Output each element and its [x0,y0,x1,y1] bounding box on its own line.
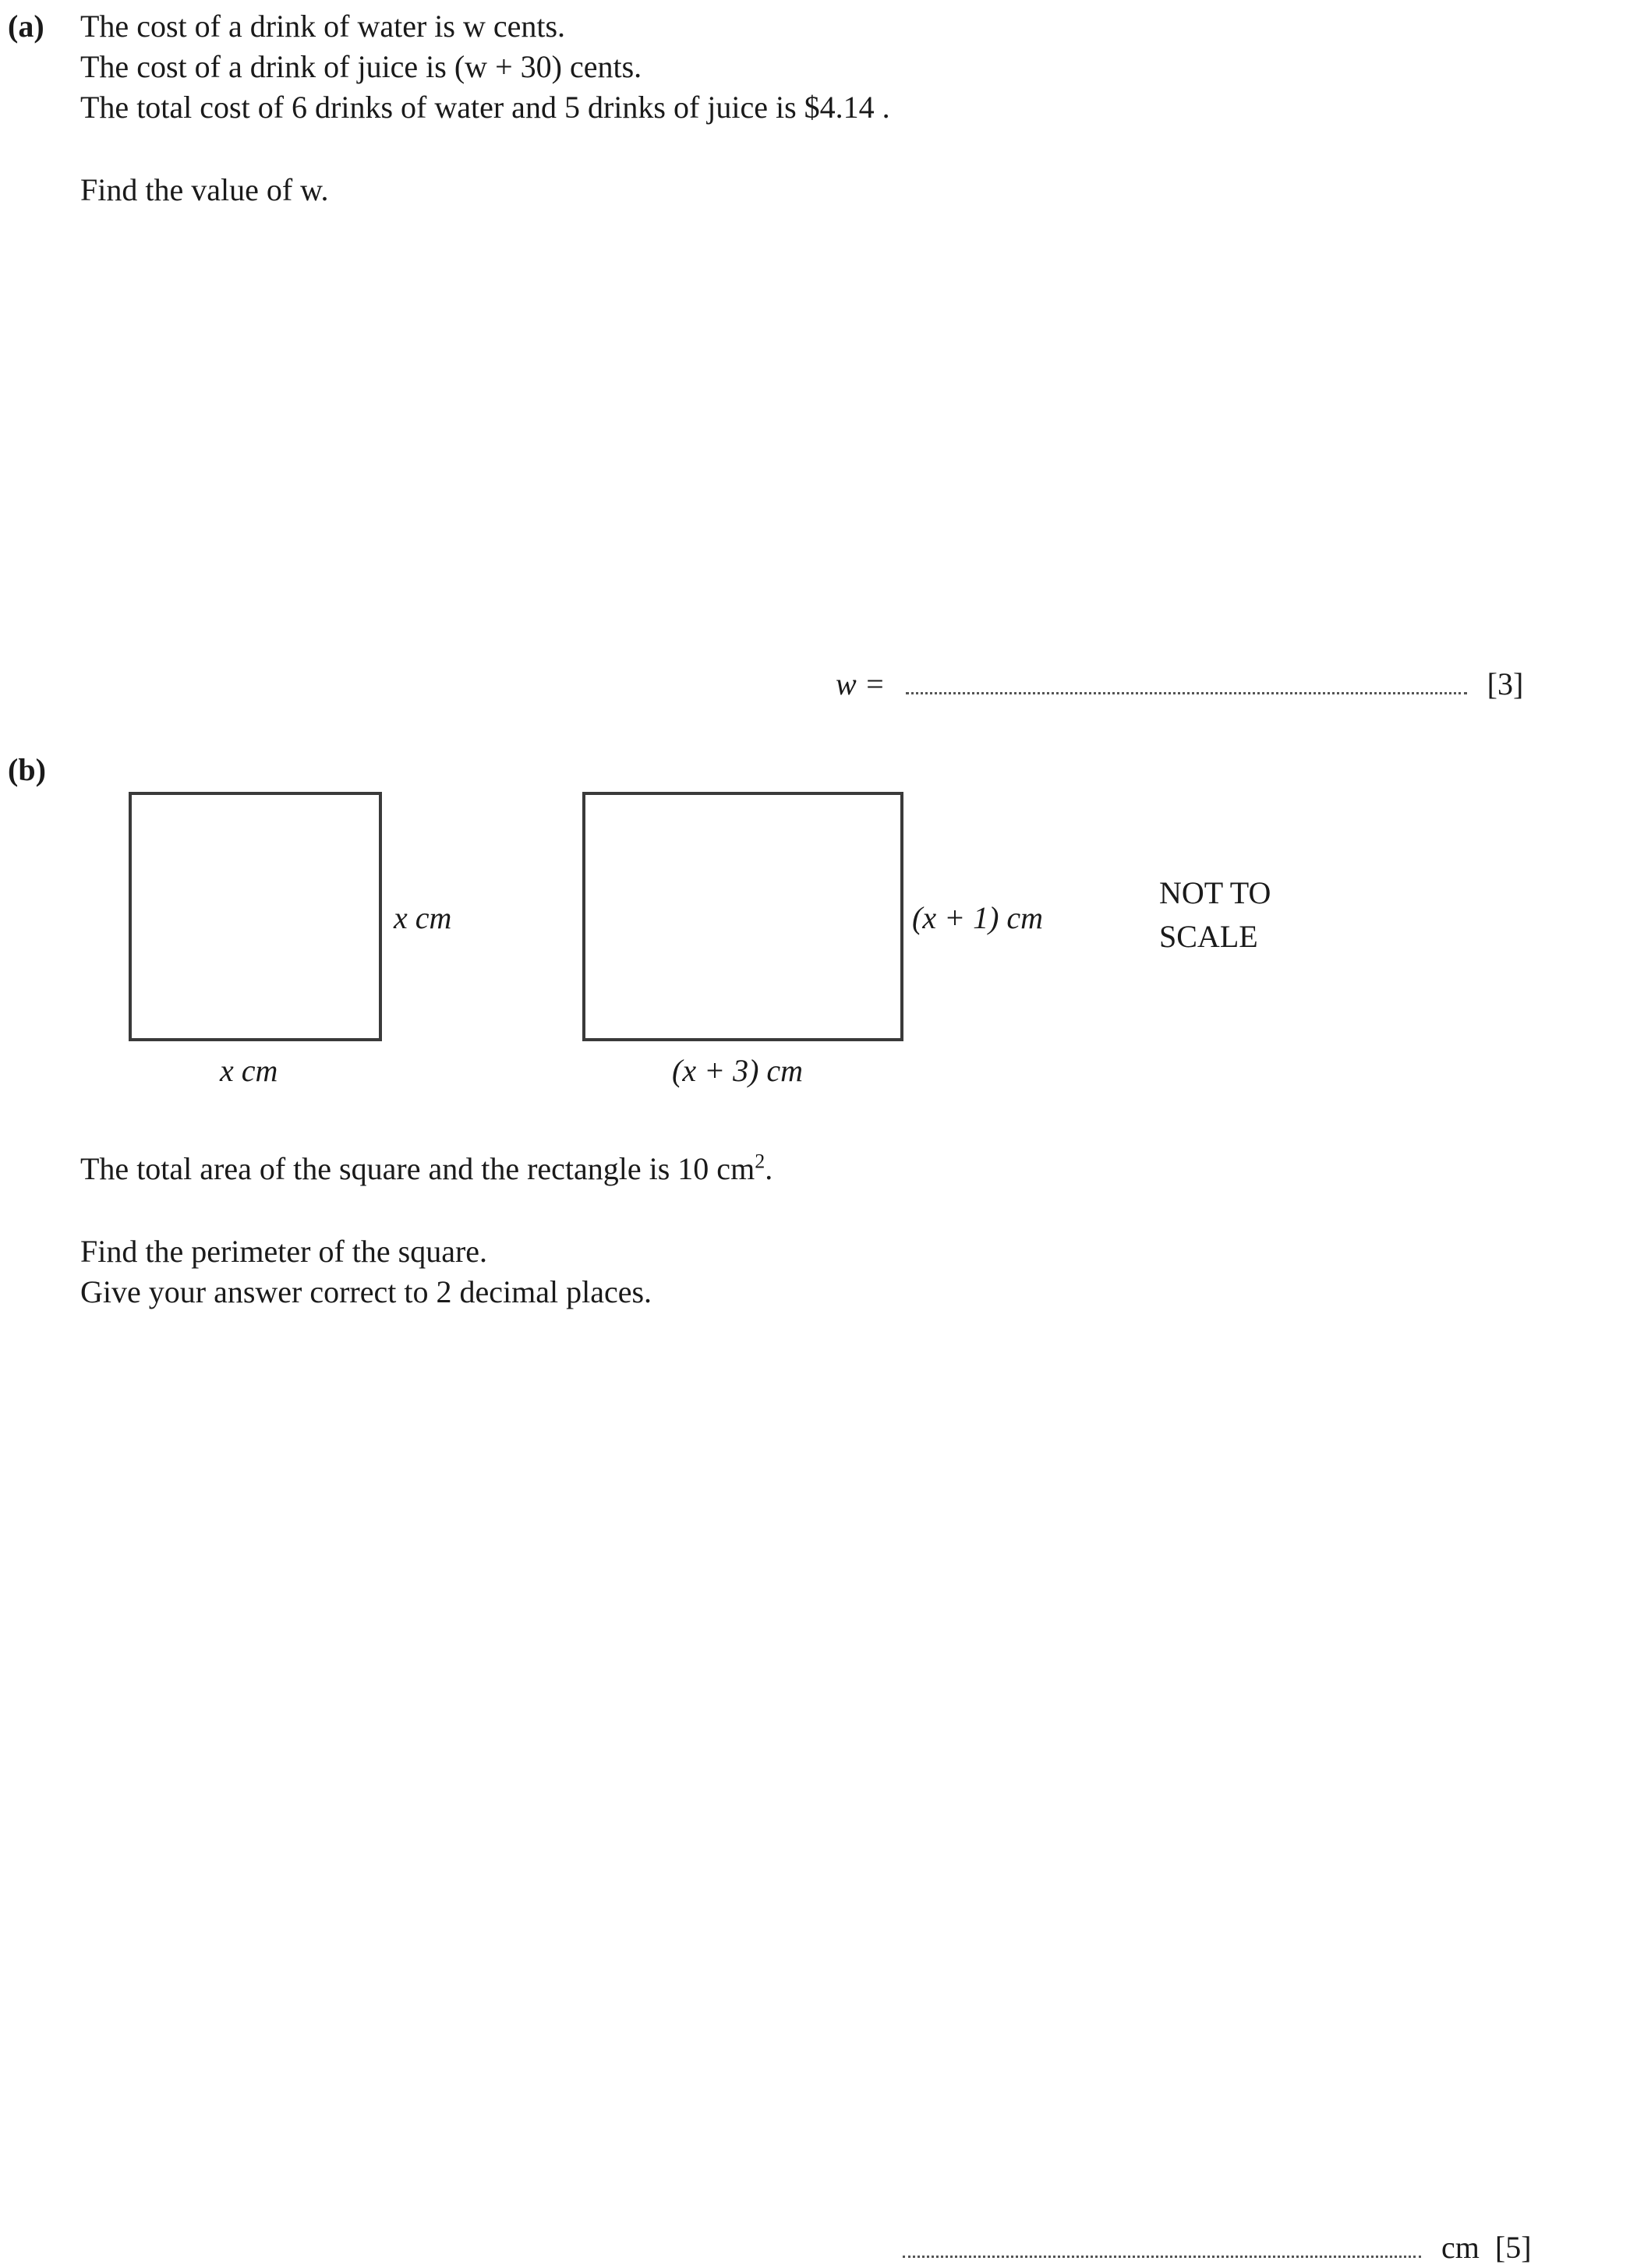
part-b-marks: [5] [1494,2230,1532,2265]
area-power: 2 [755,1150,765,1173]
part-a-label: (a) [8,9,44,44]
rectangle-shape [582,792,903,1041]
part-a-line-3: The total cost of 6 drinks of water and 5 drinks of juice is $4.14 . [80,90,890,125]
square-side-label: x cm [394,900,452,935]
rectangle-bottom-label: (x + 3) cm [672,1053,804,1088]
part-b-question-2: Give your answer correct to 2 decimal places. [80,1274,652,1309]
part-a-answer-row [836,664,1523,705]
part-b-answer-unit: cm [1441,2230,1480,2265]
square-bottom-label: x cm [220,1053,278,1088]
not-to-scale-line-1: NOT TO [1159,875,1271,910]
part-a-marks: [3] [1487,666,1524,701]
not-to-scale-line-2: SCALE [1159,919,1258,954]
part-b-answer-field[interactable] [903,2232,1421,2258]
area-end: . [765,1151,773,1186]
part-a-answer-field[interactable] [906,669,1467,694]
area-statement-text: The total area of the square and the rectangle is 10 cm [80,1151,755,1186]
part-a-line-1 [80,6,565,47]
part-a-line-1-text: The cost of a drink of water is w cents. [80,9,566,44]
area-statement [80,1149,773,1189]
part-b-question-1: Find the perimeter of the square. [80,1234,488,1269]
square-shape [129,792,382,1041]
part-a-question: Find the value of w. [80,172,329,207]
part-a-answer-prefix: w = [836,666,886,701]
part-b-label: (b) [8,752,46,787]
part-a-line-2: The cost of a drink of juice is (w + 30) cents. [80,49,642,84]
part-b-answer-row [903,2227,1532,2268]
rectangle-side-label: (x + 1) cm [912,900,1044,935]
